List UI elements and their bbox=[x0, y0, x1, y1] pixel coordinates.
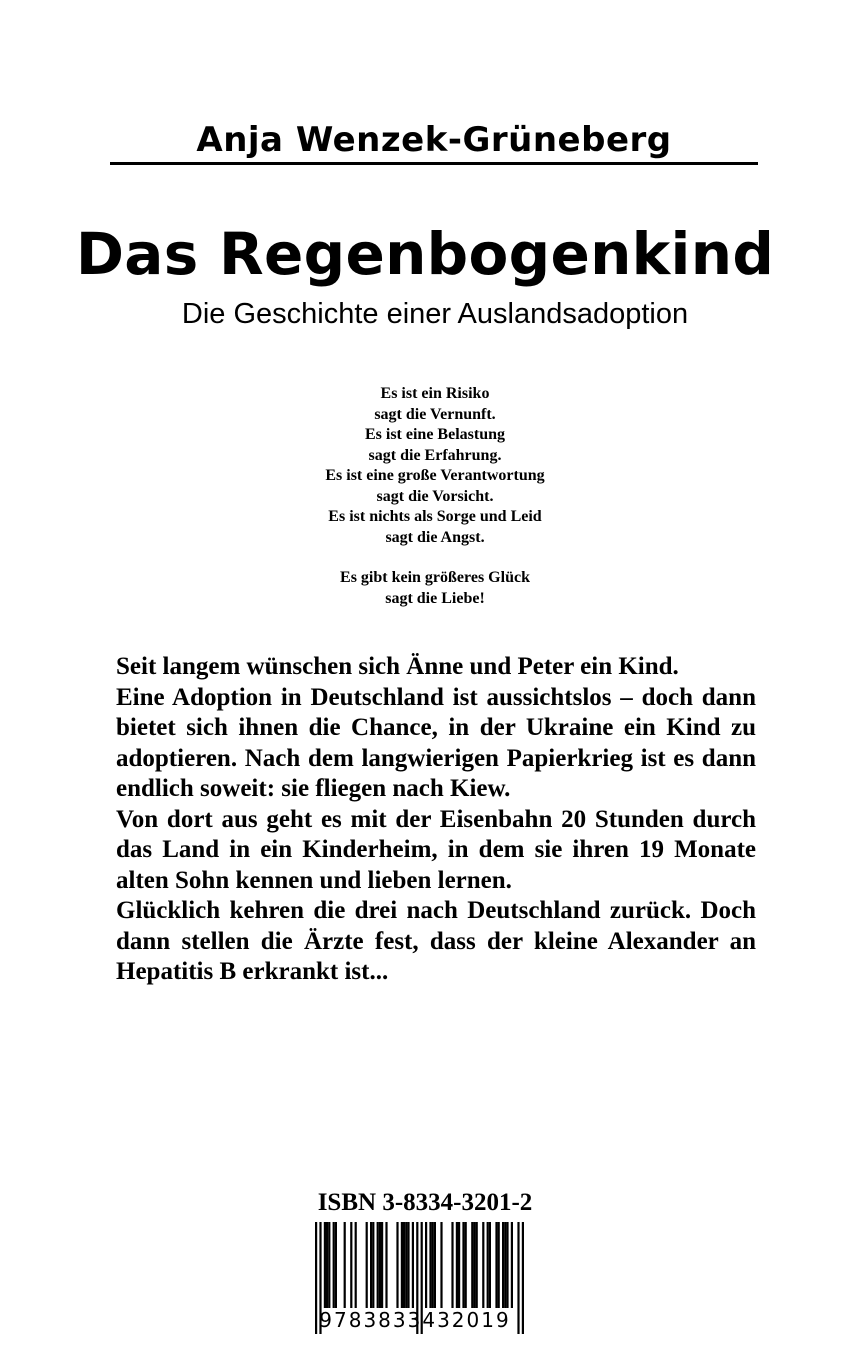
barcode-bar bbox=[396, 1222, 398, 1308]
barcode-bar bbox=[489, 1222, 491, 1308]
barcode-bar bbox=[451, 1222, 453, 1308]
blurb-paragraph: Von dort aus geht es mit der Eisenbahn 20 Stunden durch das Land in ein Kinderheim, in dem sie ihren 19 Monate alten Sohn kennen und lieben lernen. bbox=[116, 805, 756, 894]
barcode-bar bbox=[502, 1222, 504, 1308]
barcode-bar bbox=[429, 1222, 431, 1308]
author-name: Anja Wenzek-Grüneberg bbox=[196, 120, 672, 160]
barcode-bar bbox=[385, 1222, 387, 1308]
barcode-bar bbox=[412, 1222, 414, 1308]
barcode-bar bbox=[333, 1222, 335, 1308]
book-subtitle: Die Geschichte einer Auslandsadoption bbox=[181, 298, 689, 330]
barcode-bar bbox=[326, 1222, 328, 1308]
barcode-bar bbox=[456, 1222, 458, 1308]
barcode-bar bbox=[504, 1222, 506, 1308]
barcode-bar bbox=[328, 1222, 330, 1308]
barcode-bar bbox=[487, 1222, 489, 1308]
barcode-bar bbox=[377, 1222, 379, 1308]
barcode-bar bbox=[405, 1222, 407, 1308]
barcode-bar bbox=[379, 1222, 381, 1308]
poem-line: Es ist eine Belastung bbox=[364, 426, 505, 443]
barcode-bar bbox=[381, 1222, 383, 1308]
poem bbox=[230, 384, 640, 609]
barcode-bar bbox=[366, 1222, 368, 1308]
blurb-paragraph: Seit langem wünschen sich Änne und Peter ein Kind. bbox=[116, 653, 679, 680]
barcode-bar bbox=[355, 1222, 357, 1308]
barcode-bar bbox=[506, 1222, 508, 1308]
barcode-bar bbox=[324, 1222, 326, 1308]
poem-line: sagt die Vorsicht. bbox=[376, 487, 494, 505]
barcode-bar bbox=[473, 1222, 475, 1308]
barcode-bar bbox=[407, 1222, 409, 1308]
barcode-bar bbox=[401, 1222, 403, 1308]
barcode-bar bbox=[465, 1222, 467, 1308]
poem-line: sagt die Angst. bbox=[385, 528, 485, 546]
poem-line: sagt die Liebe! bbox=[385, 589, 485, 607]
poem-line: sagt die Erfahrung. bbox=[368, 446, 502, 464]
barcode-bar bbox=[370, 1222, 372, 1308]
barcode-digits: 9783833432019 bbox=[319, 1308, 511, 1332]
barcode-bar bbox=[344, 1222, 346, 1308]
barcode-bar bbox=[440, 1222, 442, 1308]
barcode-bar bbox=[350, 1222, 352, 1308]
barcode-bar bbox=[476, 1222, 478, 1308]
barcode-bar bbox=[425, 1222, 427, 1308]
barcode-bar bbox=[372, 1222, 374, 1308]
barcode-bar bbox=[511, 1222, 513, 1308]
blurb-paragraph: Glücklich kehren die drei nach Deutschland zurück. Doch dann stellen die Ärzte fest, dass der kleine Alexander an Hepatitis B erkrankt ist... bbox=[116, 897, 756, 985]
barcode-bar bbox=[471, 1222, 473, 1308]
poem-line: sagt die Vernunft. bbox=[374, 405, 496, 423]
barcode-bar bbox=[434, 1222, 436, 1308]
barcode-bar bbox=[458, 1222, 460, 1308]
blurb-paragraph: Eine Adoption in Deutschland ist aussichtslos – doch dann bietet sich ihnen die Chance, in der Ukraine ein Kind zu adoptieren. Nach dem langwierigen Papierkrieg ist es dann endlich soweit: sie fliegen nach Kiew. bbox=[116, 683, 756, 802]
poem-line: Es ist ein Risiko bbox=[380, 385, 490, 402]
poem-line: Es gibt kein größeres Glück bbox=[340, 569, 530, 586]
book-title: Das Regenbogenkind bbox=[75, 220, 775, 288]
barcode-bar bbox=[335, 1222, 337, 1308]
back-cover-blurb bbox=[116, 652, 756, 988]
barcode-bar bbox=[432, 1222, 434, 1308]
poem-line: Es ist nichts als Sorge und Leid bbox=[328, 508, 542, 525]
author-divider bbox=[110, 162, 758, 165]
poem-line: Es ist eine große Verantwortung bbox=[325, 467, 545, 484]
poem-stanza-gap bbox=[230, 548, 640, 568]
barcode-bar bbox=[403, 1222, 405, 1308]
barcode-bar bbox=[482, 1222, 484, 1308]
barcode-bar bbox=[462, 1222, 464, 1308]
isbn-label: ISBN 3-8334-3201-2 bbox=[317, 1189, 533, 1216]
barcode-bar bbox=[495, 1222, 497, 1308]
barcode-bar bbox=[498, 1222, 500, 1308]
